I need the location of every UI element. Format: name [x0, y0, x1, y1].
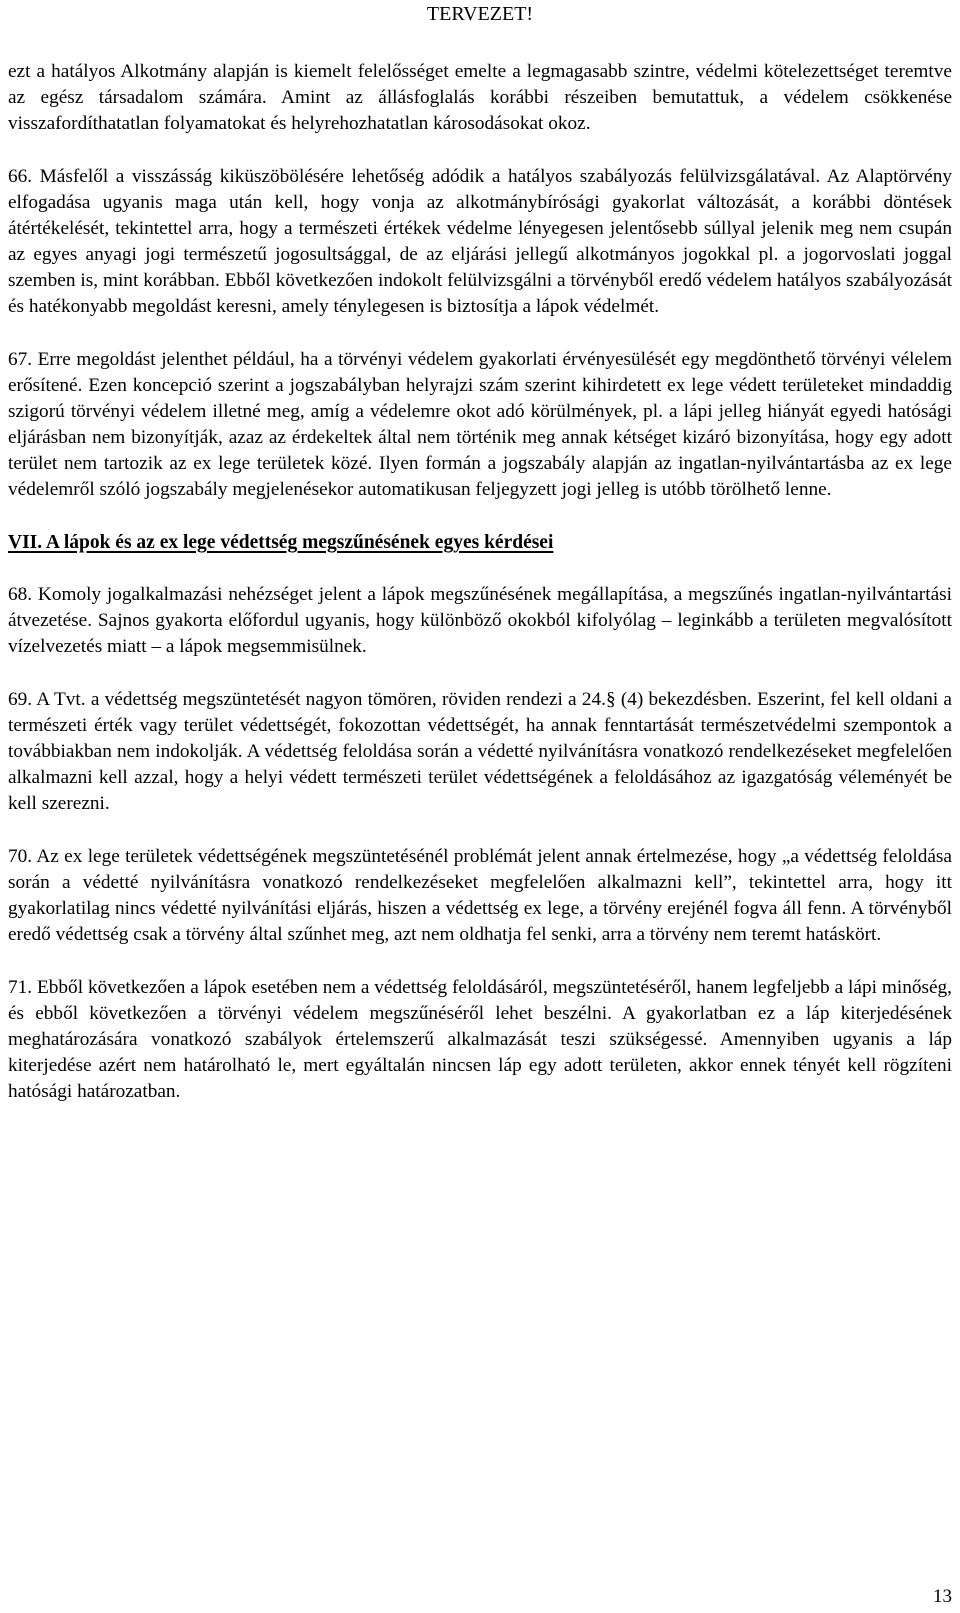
draft-header: TERVEZET! [426, 3, 534, 25]
section-heading-vii: VII. A lápok és az ex lege védettség megszűnésének egyes kérdései [8, 532, 554, 553]
paragraph-67: 67. Erre megoldást jelenthet például, ha a törvényi védelem gyakorlati érvényesülését egy megdönthető törvényi vélelem erősítené. Ezen koncepció szerint a jogszabályban helyrajzi szám szerint kihirdetett ex lege védett területeket mindaddig szigorú törvényi védelem illetné meg, amíg a védelemre okot adó körülmények, pl. a lápi jelleg hiányát egyedi hatósági eljárásban nem bizonyítják, azaz az érdekeltek által nem történik meg annak kétséget kizáró bizonyítása, hogy egy adott terület nem tartozik az ex lege területek közé. Ilyen formán a jogszabály alapján az ingatlan-nyilvántartásba az ex lege védelemről szóló jogszabály megjelenésekor automatikusan feljegyzett jogi jelleg is utóbb törölhető lenne. [8, 349, 952, 500]
page-number: 13 [933, 1586, 952, 1607]
paragraph-continuation: ezt a hatályos Alkotmány alapján is kiemelt felelősséget emelte a legmagasabb szintre, védelmi kötelezettséget teremtve az egész társadalom számára. Amint az állásfoglalás korábbi részeiben bemutattuk, a védelem csökkenése visszafordíthatatlan folyamatokat és helyrehozhatatlan károsodásokat okoz. [8, 61, 952, 134]
paragraph-66: 66. Másfelől a visszásság kiküszöbölésére lehetőség adódik a hatályos szabályozás felülvizsgálatával. Az Alaptörvény elfogadása ugyanis maga után kell, hogy vonja az alkotmánybírósági gyakorlat változását, a korábbi döntések átértékelését, tekintettel arra, hogy a természeti értékek védelme lényegesen jelentősebb súllyal jelenik meg nem csupán az egyes anyagi jogi természetű jogosultsággal, de az eljárási jellegű alkotmányos jogokkal pl. a jogorvoslati joggal szemben is, mint korábban. Ebből következően indokolt felülvizsgálni a törvényből eredő védelem hatályos szabályozását és hatékonyabb megoldást keresni, amely ténylegesen is biztosítja a lápok védelmét. [8, 166, 952, 317]
paragraph-71: 71. Ebből következően a lápok esetében nem a védettség feloldásáról, megszüntetéséről, hanem legfeljebb a lápi minőség, és ebből következően a törvényi védelem megszűnéséről lehet beszélni. A gyakorlatban ez a láp kiterjedésének meghatározására vonatkozó szabályok értelemszerű alkalmazását teszi szükségessé. Amennyiben ugyanis a láp kiterjedése azért nem határolható le, mert egyáltalán nincsen láp egy adott területen, akkor ennek tényét kell rögzíteni hatósági határozatban. [8, 977, 952, 1102]
paragraph-69: 69. A Tvt. a védettség megszüntetését nagyon tömören, röviden rendezi a 24.§ (4) bekezdésben. Eszerint, fel kell oldani a természeti érték vagy terület védettségét, fokozottan védettségét, ha annak fenntartását természetvédelmi szempontok a továbbiakban nem indokolják. A védettség feloldása során a védetté nyilvánításra vonatkozó rendelkezéseket megfelelően alkalmazni kell azzal, hogy a helyi védett természeti terület védettségének a feloldásához az igazgatóság véleményét be kell szerezni. [8, 689, 952, 814]
paragraph-70: 70. Az ex lege területek védettségének megszüntetésénél problémát jelent annak értelmezése, hogy „a védettség feloldása során a védetté nyilvánításra vonatkozó rendelkezéseket megfelelően alkalmazni kell”, tekintettel arra, hogy itt gyakorlatilag nincs védetté nyilvánítási eljárás, hiszen a védettség ex lege, a törvény erejénél fogva áll fenn. A törvényből eredő védettség csak a törvény által szűnhet meg, azt nem oldhatja fel senki, arra a törvény nem teremt hatáskört. [8, 846, 952, 945]
paragraph-68: 68. Komoly jogalkalmazási nehézséget jelent a lápok megszűnésének megállapítása, a megszűnés ingatlan-nyilvántartási átvezetése. Sajnos gyakorta előfordul ugyanis, hogy különböző okokból kifolyólag – leginkább a területen megvalósított vízelvezetés miatt – a lápok megsemmisülnek. [8, 584, 952, 657]
document-body [8, 59, 952, 1132]
